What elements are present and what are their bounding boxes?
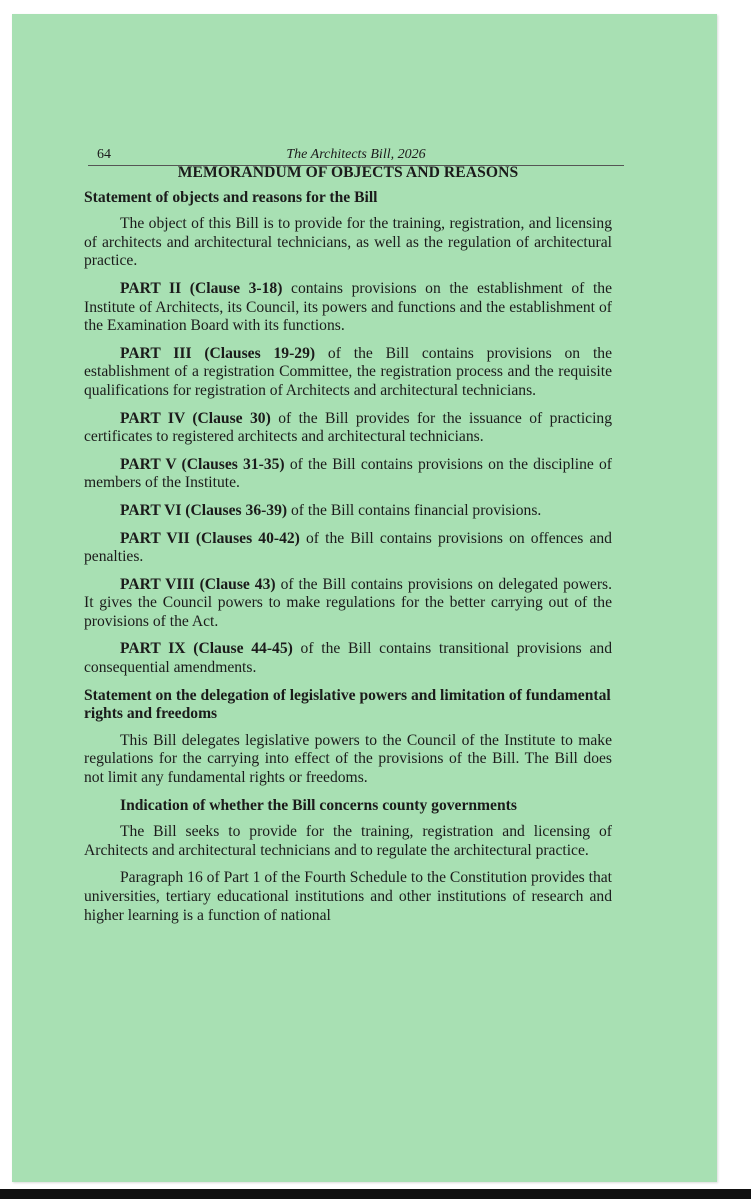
part-viii-text: of the Bill contains provisions on delegated powers. It gives the Council powers to make regulations for the better carrying out of the provisions of the Act. xyxy=(84,575,613,630)
part-iii-text: of the Bill contains provisions on the establishment of a registration Committee, the registration process and the requisite qualifications for registration of Architects and architectural technicians. xyxy=(84,344,612,399)
page-header xyxy=(88,144,624,166)
part-ii-label: PART II (Clause 3-18) xyxy=(120,279,283,297)
part-vi-text: of the Bill contains financial provisions. xyxy=(287,501,542,519)
part-ix-paragraph xyxy=(84,640,612,677)
part-vi-paragraph xyxy=(84,502,612,521)
part-vii-label: PART VII (Clauses 40-42) xyxy=(120,529,300,547)
part-ii-paragraph xyxy=(84,280,612,336)
part-iv-label: PART IV (Clause 30) xyxy=(120,409,271,427)
part-iv-paragraph xyxy=(84,410,612,447)
running-title: The Architects Bill, 2026 xyxy=(286,147,426,162)
memorandum-body xyxy=(84,164,612,934)
delegation-paragraph: This Bill delegates legislative powers to the Council of the Institute to make regulations for the carrying into effect of the provisions of the Bill. The Bill does not limit any fundamental rights or freedoms. xyxy=(84,731,612,787)
part-iv-text: of the Bill provides for the issuance of practicing certificates to registered architects and architectural technicians. xyxy=(84,409,612,446)
county-paragraph-1: The Bill seeks to provide for the training, registration and licensing of Architects and architectural technicians and to regulate the architectural practice. xyxy=(84,823,612,859)
county-paragraph-2: Paragraph 16 of Part 1 of the Fourth Schedule to the Constitution provides that universities, tertiary educational institutions and other institutions of research and higher learning is a function of national xyxy=(84,869,612,924)
part-iii-paragraph xyxy=(84,345,612,401)
objects-heading: Statement of objects and reasons for the Bill xyxy=(84,188,378,206)
object-paragraph: The object of this Bill is to provide for the training, registration, and licensing of architects and architectural technicians, as well as the regulation of architectural practice. xyxy=(84,215,612,270)
part-vi-label: PART VI (Clauses 36-39) xyxy=(120,501,288,519)
county-heading: Indication of whether the Bill concerns county governments xyxy=(120,796,517,814)
part-v-paragraph xyxy=(84,456,612,493)
part-ix-text: of the Bill contains transitional provisions and consequential amendments. xyxy=(84,640,612,677)
part-viii-paragraph xyxy=(84,576,612,632)
part-ii-text: contains provisions on the establishment of the Institute of Architects, its Council, its powers and functions and the establishment of the Examination Board with its functions. xyxy=(84,279,612,335)
part-ix-label: PART IX (Clause 44-45) xyxy=(120,640,293,658)
part-iii-label: PART III (Clauses 19-29) xyxy=(120,344,316,362)
memorandum-title: MEMORANDUM OF OBJECTS AND REASONS xyxy=(177,164,519,181)
part-viii-label: PART VIII (Clause 43) xyxy=(120,575,276,593)
part-vii-paragraph xyxy=(84,530,612,567)
delegation-heading: Statement on the delegation of legislative powers and limitation of fundamental rights and freedoms xyxy=(84,686,611,723)
page-number: 64 xyxy=(97,147,111,162)
part-v-text: of the Bill contains provisions on the discipline of members of the Institute. xyxy=(84,455,612,492)
part-vii-text: of the Bill contains provisions on offences and penalties. xyxy=(84,529,612,566)
part-v-label: PART V (Clauses 31-35) xyxy=(120,455,285,473)
bottom-bar xyxy=(0,1189,751,1199)
